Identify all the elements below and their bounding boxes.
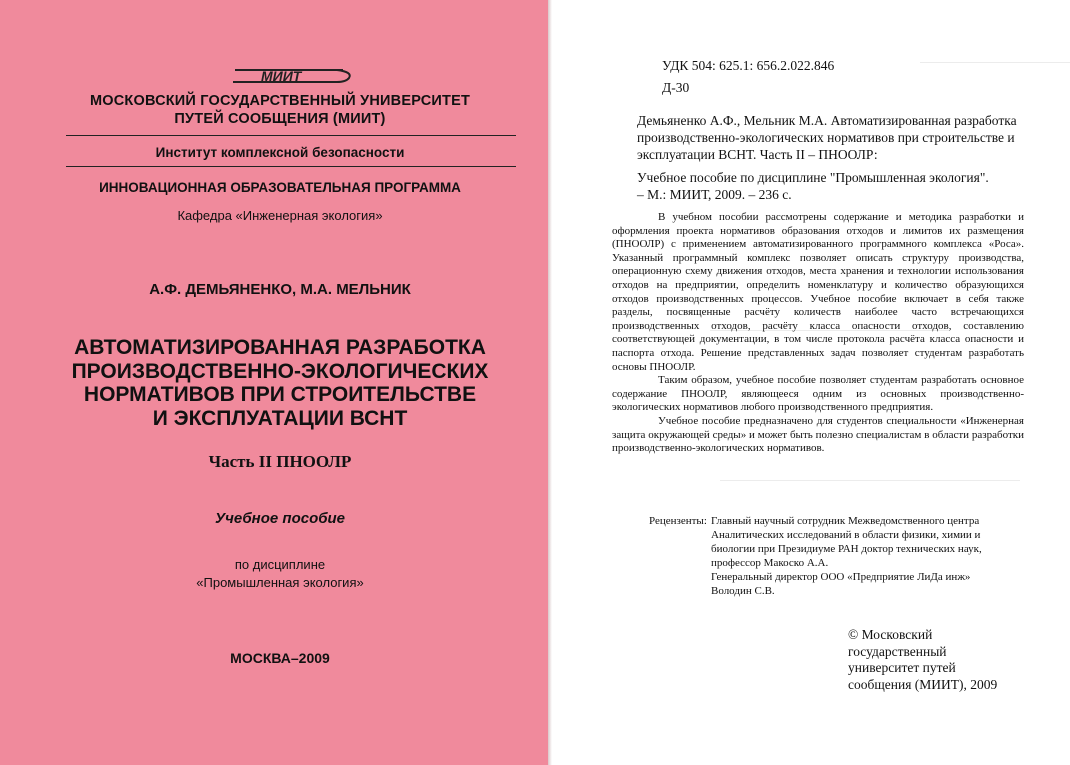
classification-code: Д-30 <box>662 80 690 95</box>
bibliographic-reference: Демьяненко А.Ф., Мельник М.А. Автоматизированная разработка производственно-экологических нормативов при строительстве и эксплуатации ВСНТ. Часть II – ПНООЛР: <box>637 113 1017 162</box>
show-through <box>920 62 1070 103</box>
university-name: МОСКОВСКИЙ ГОСУДАРСТВЕННЫЙ УНИВЕРСИТЕТ ПУТЕЙ СООБЩЕНИЯ (МИИТ) <box>90 93 470 127</box>
abstract <box>612 211 1024 456</box>
abstract-paragraph: Таким образом, учебное пособие позволяет студентам разработать основное содержание ПНООЛР, являющееся одним из основных производственно-экологических нормативов любого производственного предприятия. <box>612 374 1024 414</box>
logo-text: МИИТ <box>261 68 302 84</box>
program-name: ИННОВАЦИОННАЯ ОБРАЗОВАТЕЛЬНАЯ ПРОГРАММА <box>99 180 461 195</box>
reviewers-list: Главный научный сотрудник Межведомственного центра Аналитических исследований в области физики, химии и биологии при Президиуме РАН доктор технических наук, профессор Макоско А.А. Генеральный директор ООО «Предприятие ЛиДа инж» Володин С.В. <box>711 515 982 597</box>
book-title: АВТОМАТИЗИРОВАННАЯ РАЗРАБОТКА ПРОИЗВОДСТВЕННО-ЭКОЛОГИЧЕСКИХ НОРМАТИВОВ ПРИ СТРОИТЕЛЬСТВЕ И ЭКСПЛУАТАЦИИ ВСНТ <box>71 336 489 430</box>
copyright-notice: © Московский государственный университет путей сообщения (МИИТ), 2009 <box>848 627 998 692</box>
spine-shadow <box>548 0 552 765</box>
department-name: Кафедра «Инженерная экология» <box>177 208 383 223</box>
cover-authors: А.Ф. ДЕМЬЯНЕНКО, М.А. МЕЛЬНИК <box>149 281 411 298</box>
miit-logo <box>225 62 355 88</box>
book-kind: Учебное пособие <box>214 510 346 527</box>
abstract-paragraph: В учебном пособии рассмотрены содержание и методика разработки и оформления проекта нормативов образования отходов и лимитов их размещения (ПНООЛР) с применением автоматизированного программного комплекса «Роса». Указанный программный комплекс позволяет описать структуру производства, операционную схему движения отходов, места хранения и технологии использования отходов на предприятии, определить номенклатуру и количество образующихся отходов производственных процессов. Учебное пособие включает в себя также разделы, посвященные расчёту количеств наиболее часто встречающихся производственных отходов, расчёту класса опасности отходов, составлению соответствующей документации, в том числе протокола расчёта класса опасности и паспорта отхода. Решение представленных задач позволяет студентам разработать основы ПНООЛР. <box>612 211 1024 373</box>
reviewers-label: Рецензенты: <box>649 515 707 527</box>
abstract-paragraph: Учебное пособие предназначено для студентов специальности «Инженерная защита окружающей среды» и может быть полезно специалистам в области разработки производственно-экологических нормативов. <box>612 414 1024 455</box>
udk-code: УДК 504: 625.1: 656.2.022.846 <box>662 58 835 73</box>
city-year: МОСКВА–2009 <box>230 650 330 666</box>
divider <box>66 166 516 167</box>
discipline: по дисциплине «Промышленная экология» <box>196 557 364 590</box>
divider <box>66 135 516 136</box>
bibliographic-reference-aux: Учебное пособие по дисциплине "Промышленная экология". – М.: МИИТ, 2009. – 236 с. <box>637 170 989 202</box>
institute-name: Институт комплексной безопасности <box>155 145 405 160</box>
book-part: Часть II ПНООЛР <box>208 452 352 471</box>
reviewers <box>612 514 1032 598</box>
